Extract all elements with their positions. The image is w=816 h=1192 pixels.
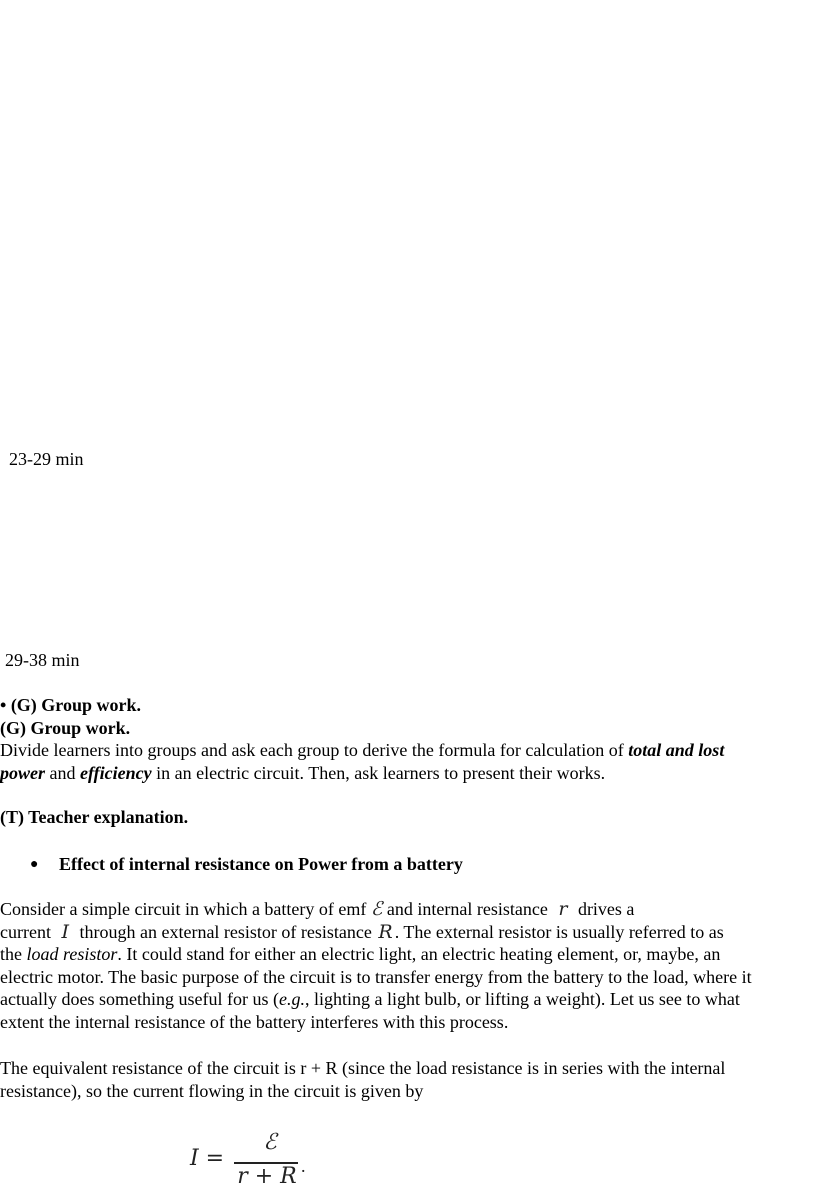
bullet-dot: ●: [30, 857, 39, 872]
formula-numerator: ℰ: [263, 1130, 277, 1155]
para-text: . The external resistor is usually referred to as: [394, 921, 724, 942]
group-work-description: [0, 739, 816, 784]
desc-text: and: [45, 762, 80, 783]
desc-emphasis-efficiency: efficiency: [80, 762, 152, 783]
paragraph-equivalent-resistance: [0, 1057, 816, 1102]
load-resistor-term: load resistor: [26, 944, 118, 964]
internal-r-symbol: r: [558, 898, 568, 920]
desc-emphasis-total-lost: total and lost: [628, 740, 725, 760]
para-text: actually does something useful for us (: [0, 989, 279, 1009]
para-text: resistance), so the current flowing in the circuit is given by: [0, 1080, 424, 1101]
desc-emphasis-power: power: [0, 762, 45, 783]
para-text: electric motor. The basic purpose of the circuit is to transfer energy from the battery to the load, where it: [0, 966, 752, 987]
desc-text: in an electric circuit. Then, ask learners to present their works.: [151, 762, 606, 783]
teacher-bullet: [30, 853, 463, 878]
para-text: . It could stand for either an electric light, an electric heating element, or, maybe, an: [117, 944, 721, 964]
teacher-explanation-title: (T) Teacher explanation.: [0, 807, 189, 827]
time-slot-2: 29-38 min: [5, 650, 80, 670]
para-text: through an external resistor of resistance: [74, 921, 377, 942]
para-text: Consider a simple circuit in which a battery of emf: [0, 899, 371, 919]
emf-symbol: ℰ: [370, 898, 383, 920]
bullet-dot: •: [0, 695, 7, 715]
para-text: and internal resistance: [382, 899, 553, 919]
resistance-R-symbol: R: [378, 920, 393, 943]
eg-term: e.g.: [278, 989, 305, 1009]
desc-text: Divide learners into groups and ask each group to derive the formula for calculation of: [0, 740, 629, 760]
para-text: The equivalent resistance of the circuit is r + R (since the load resistance is in series with the internal: [0, 1058, 726, 1078]
para-text: current: [0, 921, 56, 942]
group-work-title: (G) Group work.: [0, 718, 131, 738]
current-I-symbol: I: [61, 920, 69, 943]
group-work-bullet: [0, 694, 141, 716]
para-text: , lighting a light bulb, or lifting a weight). Let us see to what: [304, 989, 740, 1009]
para-text: drives a: [573, 899, 635, 919]
para-text: extent the internal resistance of the battery interferes with this process.: [0, 1011, 509, 1032]
group-work-bullet-title: (G) Group work.: [10, 695, 141, 715]
formula-period: .: [301, 1156, 306, 1176]
formula-lhs: I =: [190, 1146, 225, 1171]
teacher-bullet-text: Effect of internal resistance on Power from a battery: [58, 854, 463, 874]
para-text: the: [0, 944, 27, 964]
formula-denominator: r + R: [237, 1164, 297, 1189]
time-slot-1: 23-29 min: [9, 449, 84, 469]
paragraph-internal-resistance: [0, 898, 816, 1033]
